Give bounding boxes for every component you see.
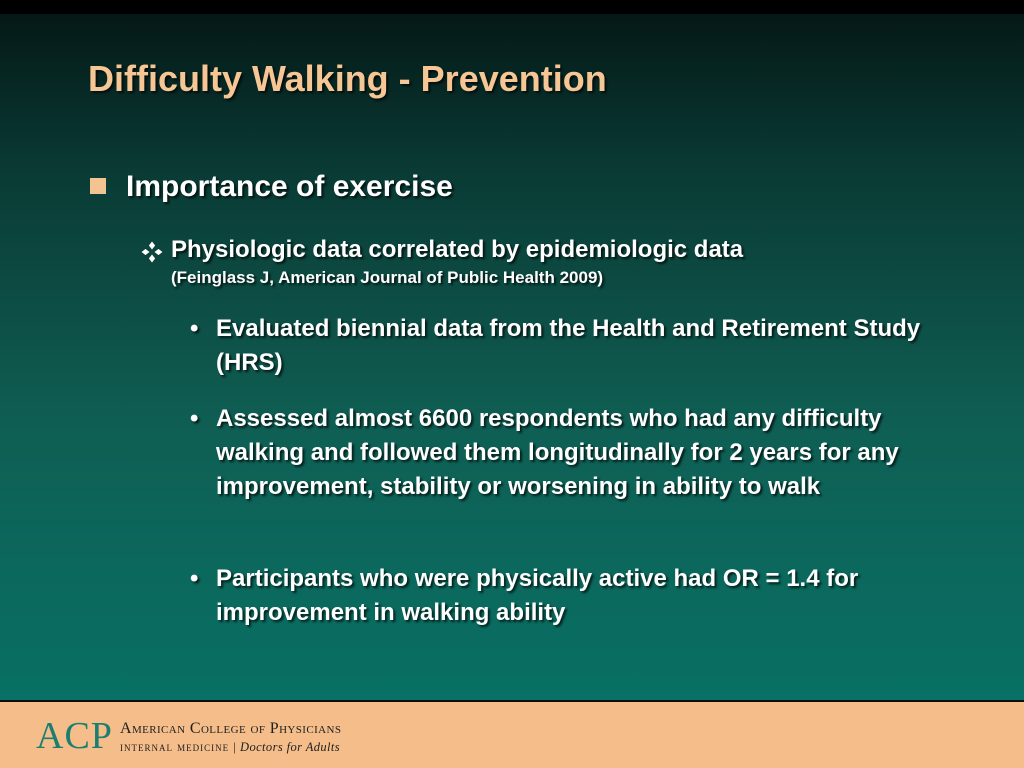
tagline-right: Doctors for Adults: [240, 740, 341, 754]
logo-acronym: ACP: [36, 715, 113, 757]
round-bullet-icon: •: [190, 315, 199, 342]
citation-text: (Feinglass J, American Journal of Public Health 2009): [171, 268, 604, 287]
logo-tagline: [120, 740, 340, 755]
top-black-bar: [0, 0, 1024, 14]
bullet-level3-text: Participants who were physically active had OR = 1.4 for improvement in walking ability: [216, 565, 859, 626]
acp-logo: [36, 710, 376, 760]
round-bullet-icon: •: [190, 405, 199, 432]
bullet-level3-text: Assessed almost 6600 respondents who had any difficulty walking and followed them longitudinally for 2 years for any improvement, stability or worsening in ability to walk: [216, 405, 899, 500]
bullet-level1-text: Importance of exercise: [126, 170, 453, 203]
tagline-left: internal medicine: [120, 740, 230, 754]
square-bullet-icon: [90, 178, 106, 194]
round-bullet-icon: •: [190, 565, 199, 592]
bullet-level2-text: Physiologic data correlated by epidemiologic data: [171, 236, 744, 263]
diamond-cluster-bullet-icon: [140, 240, 164, 264]
logo-org-name: American College of Physicians: [120, 720, 342, 737]
slide-title: Difficulty Walking - Prevention: [88, 58, 607, 99]
footer-bar: [0, 700, 1024, 768]
tagline-separator: |: [233, 740, 237, 754]
bullet-level3-text: Evaluated biennial data from the Health and Retirement Study (HRS): [216, 315, 921, 376]
